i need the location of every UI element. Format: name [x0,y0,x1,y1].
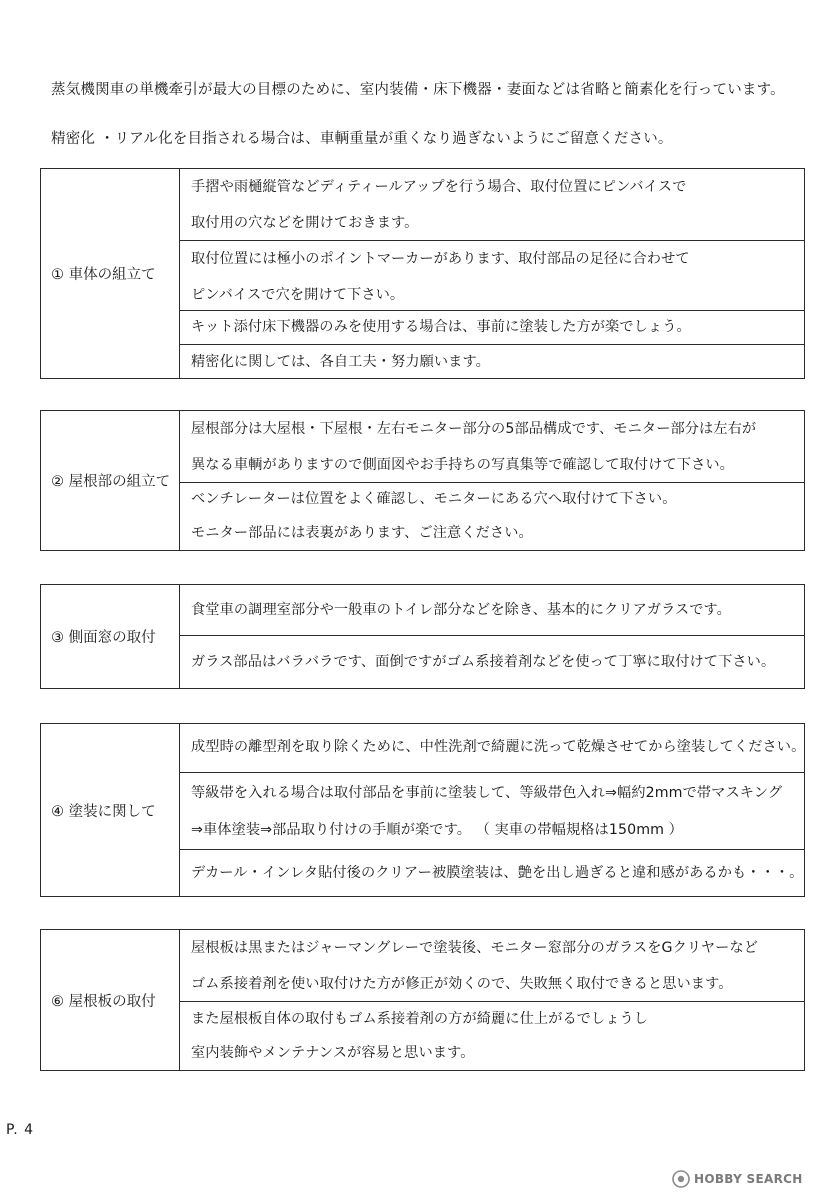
instruction-cell [180,930,804,1001]
instruction-line: キット添付床下機器のみを使用する場合は、事前に塗装した方が楽でしょう。 [191,319,691,335]
instruction-cell [180,635,804,688]
instruction-cell [180,411,804,482]
instruction-line: ⇒車体塗装⇒部品取り付けの手順が楽です。 （ 実車の帯幅規格は150mm ） [191,822,683,838]
watermark [672,1170,803,1188]
instruction-line: 屋根板は黒またはジャーマングレーで塗装後、モニター窓部分のガラスをGクリヤーなど [191,940,759,956]
page-number: P. 4 [6,1122,35,1138]
instruction-line: 屋根部分は大屋根・下屋根・左右モニター部分の5部品構成です、モニター部分は左右が [191,421,757,437]
section-label: ② 屋根部の組立て [41,411,180,550]
instruction-cell [180,1001,804,1070]
instruction-cell [180,482,804,550]
watermark-text: HOBBY SEARCH [694,1172,803,1186]
instruction-line: デカール・インレタ貼付後のクリアー被膜塗装は、艶を出し過ぎると違和感があるかも・・・。 [191,865,804,881]
instruction-line: また屋根板自体の取付もゴム系接着剤の方が綺麗に仕上がるでしょうし [191,1011,649,1027]
intro-line-2: 精密化 ・リアル化を目指される場合は、車輌重量が重くなり過ぎないようにご留意ください。 [51,131,673,147]
section-roof-plate [40,929,805,1071]
instruction-cell [180,310,804,344]
instruction-line: 取付位置には極小のポイントマーカーがあります、取付部品の足径に合わせて [191,251,690,267]
instruction-cell [180,169,804,240]
section-label: ⑥ 屋根板の取付 [41,930,180,1070]
section-label: ④ 塗装に関して [41,724,180,896]
section-side-windows [40,584,805,689]
instruction-line: 取付用の穴などを開けておきます。 [191,215,419,231]
instruction-cell [180,585,804,635]
instruction-cell [180,849,805,896]
instruction-line: ベンチレーターは位置をよく確認し、モニターにある穴へ取付けて下さい。 [191,491,677,507]
instruction-line: ゴム系接着剤を使い取付けた方が修正が効くので、失敗無く取付できると思います。 [191,976,733,992]
instruction-line: モニター部品には表裏があります、ご注意ください。 [191,525,533,541]
section-painting [40,723,805,897]
instruction-line: ピンバイスで穴を開けて下さい。 [191,287,405,303]
instruction-line: ガラス部品はバラバラです、面倒ですがゴム系接着剤などを使って丁寧に取付けて下さい。 [191,654,776,670]
section-body-assembly [40,168,805,379]
hobby-search-logo-icon [672,1170,690,1188]
instruction-line: 等級帯を入れる場合は取付部品を事前に塗装して、等級帯色入れ⇒幅約2mmで帯マスキング [191,785,783,801]
instruction-line: 成型時の離型剤を取り除くために、中性洗剤で綺麗に洗って乾燥させてから塗装してください。 [191,739,806,755]
section-label: ③ 側面窓の取付 [41,585,180,688]
instruction-cell [180,772,805,849]
instruction-line: 室内装飾やメンテナンスが容易と思います。 [191,1045,475,1061]
instruction-cell [180,344,804,379]
instruction-line: 手摺や雨樋縦管などディティールアップを行う場合、取付位置にピンバイスで [191,179,687,195]
instruction-cell [180,724,805,772]
intro-line-1: 蒸気機関車の単機牽引が最大の目標のために、室内装備・床下機器・妻面などは省略と簡素化を行っています。 [51,82,785,98]
instruction-line: 異なる車輌がありますので側面図やお手持ちの写真集等で確認して取付けて下さい。 [191,457,734,473]
instruction-cell [180,240,804,310]
instruction-line: 食堂車の調理室部分や一般車のトイレ部分などを除き、基本的にクリアガラスです。 [191,602,731,618]
section-roof-assembly [40,410,805,551]
section-label: ① 車体の組立て [41,169,180,378]
instruction-line: 精密化に関しては、各自工夫・努力願います。 [191,354,490,370]
